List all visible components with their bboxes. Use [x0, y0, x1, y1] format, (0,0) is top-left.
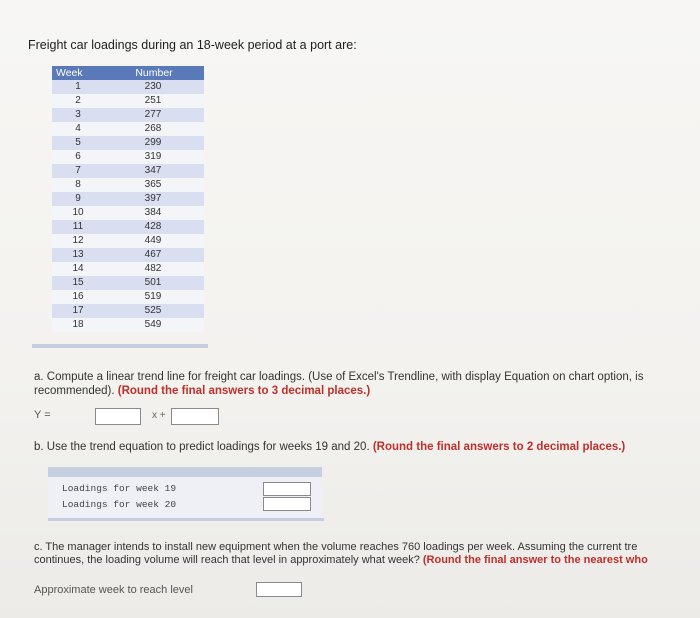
- part-c-text: continues, the loading volume will reach that level in approximately what week?: [34, 554, 420, 566]
- number-cell: 428: [144, 221, 162, 232]
- week-cell: 11: [72, 221, 84, 232]
- table-row: [52, 108, 204, 122]
- table-row: [52, 136, 204, 150]
- table-body: [52, 80, 204, 332]
- number-cell: 251: [144, 95, 162, 106]
- week-cell: 8: [75, 179, 81, 190]
- table-row: [52, 304, 204, 318]
- table-row: [52, 94, 204, 108]
- week-column-header: Week: [56, 67, 83, 79]
- number-cell: 277: [144, 109, 162, 120]
- loadings-table: [52, 66, 204, 332]
- week-20-label: Loadings for week 20: [62, 499, 177, 510]
- number-cell: 449: [144, 235, 162, 246]
- part-a-text: a. Compute a linear trend line for freight car loadings. (Use of Excel's Trendline, with display Equation on chart option, is recommended).: [34, 371, 644, 397]
- table-row: [52, 164, 204, 178]
- equation-label: Y =: [34, 409, 51, 421]
- slope-input[interactable]: [95, 408, 141, 425]
- number-cell: 525: [144, 305, 162, 316]
- number-cell: 519: [144, 291, 162, 302]
- part-c-line-2: [34, 554, 700, 567]
- prediction-header-bar: [48, 467, 322, 477]
- number-cell: 230: [144, 81, 162, 92]
- part-b-question: [34, 441, 625, 453]
- table-row: [52, 206, 204, 220]
- week-cell: 13: [72, 249, 84, 260]
- approx-week-input[interactable]: [256, 582, 302, 597]
- table-row: [52, 80, 204, 94]
- table-row: [52, 122, 204, 136]
- part-a-instruction: (Round the final answers to 3 decimal places.): [117, 385, 371, 397]
- number-cell: 482: [144, 263, 162, 274]
- number-cell: 319: [144, 151, 162, 162]
- week-cell: 14: [72, 263, 84, 274]
- table-row: [52, 262, 204, 276]
- part-a-question: [34, 370, 674, 398]
- part-b-instruction: (Round the final answers to 2 decimal places.): [372, 441, 626, 453]
- week-cell: 12: [72, 235, 84, 246]
- number-cell: 501: [144, 277, 162, 288]
- number-cell: 384: [144, 207, 162, 218]
- x-plus-label: x +: [152, 410, 166, 421]
- number-cell: 467: [144, 249, 162, 260]
- part-c-line-1: c. The manager intends to install new equipment when the volume reaches 760 loadings per week. Assuming the current tre: [34, 541, 638, 553]
- number-cell: 299: [144, 137, 162, 148]
- week-19-label: Loadings for week 19: [62, 483, 177, 494]
- week-cell: 3: [75, 109, 81, 120]
- week-cell: 6: [75, 151, 81, 162]
- week-cell: 17: [72, 305, 84, 316]
- week-cell: 5: [75, 137, 81, 148]
- week-cell: 2: [75, 95, 81, 106]
- week-cell: 16: [72, 291, 84, 302]
- table-row: [52, 248, 204, 262]
- week-cell: 1: [75, 81, 81, 92]
- number-column-header: Number: [135, 67, 173, 79]
- number-cell: 347: [144, 165, 162, 176]
- week-cell: 15: [72, 277, 84, 288]
- table-divider: [32, 344, 208, 348]
- week-cell: 4: [75, 123, 81, 134]
- prediction-divider: [48, 518, 324, 521]
- table-row: [52, 276, 204, 290]
- number-cell: 549: [144, 319, 162, 330]
- table-header: [52, 66, 204, 80]
- table-row: [52, 318, 204, 332]
- part-c-question: [34, 541, 700, 567]
- part-b-text: b. Use the trend equation to predict loadings for weeks 19 and 20.: [34, 441, 370, 453]
- table-row: [52, 192, 204, 206]
- week-cell: 9: [75, 193, 81, 204]
- table-row: [52, 150, 204, 164]
- table-row: [52, 234, 204, 248]
- intercept-input[interactable]: [171, 408, 219, 425]
- number-cell: 365: [144, 179, 162, 190]
- week-cell: 7: [75, 165, 81, 176]
- week-cell: 10: [72, 207, 84, 218]
- table-row: [52, 290, 204, 304]
- problem-intro: Freight car loadings during an 18-week period at a port are:: [28, 38, 357, 52]
- part-c-instruction: (Round the final answer to the nearest who: [422, 554, 648, 566]
- week-cell: 18: [72, 319, 84, 330]
- number-cell: 397: [144, 193, 162, 204]
- week-20-input[interactable]: [263, 497, 311, 511]
- number-cell: 268: [144, 123, 162, 134]
- table-row: [52, 178, 204, 192]
- table-row: [52, 220, 204, 234]
- week-19-input[interactable]: [263, 482, 311, 496]
- approx-week-label: Approximate week to reach level: [34, 584, 193, 596]
